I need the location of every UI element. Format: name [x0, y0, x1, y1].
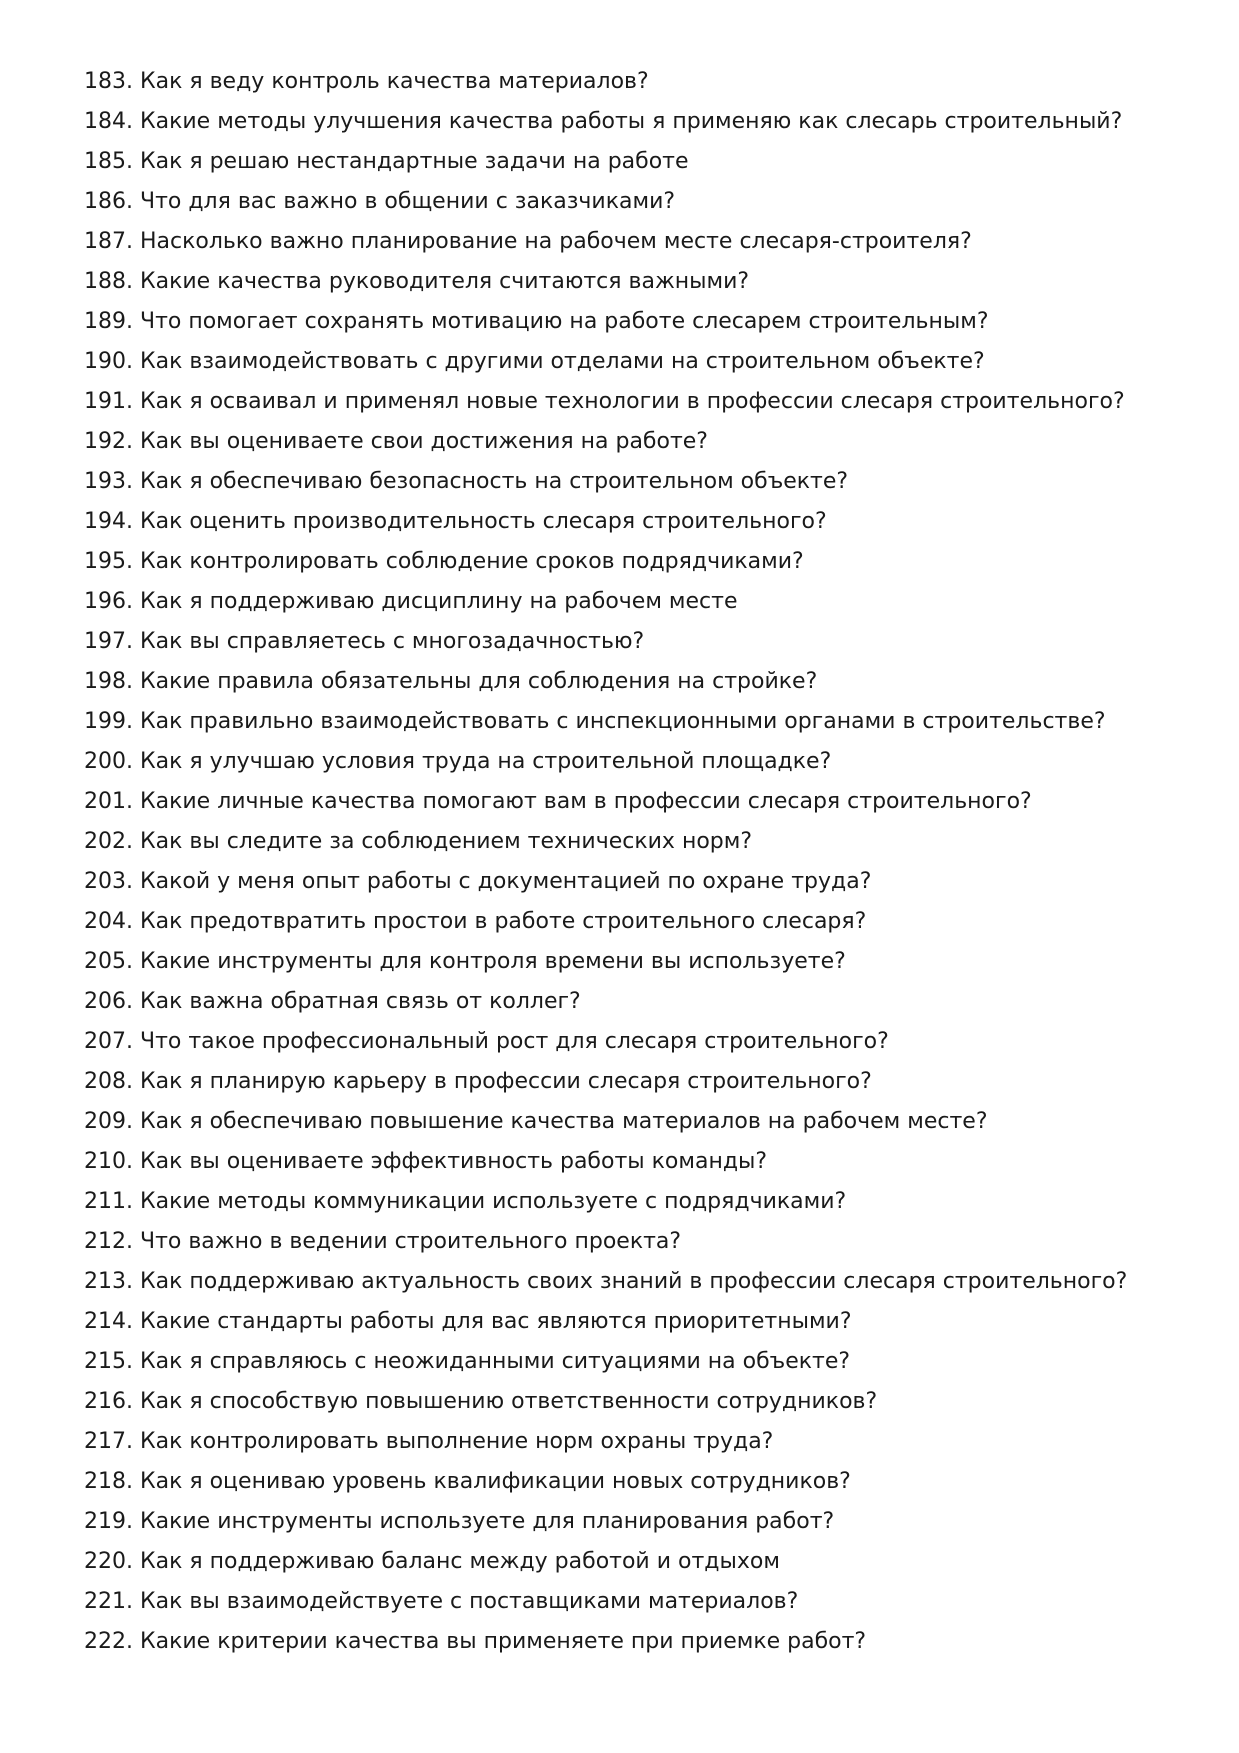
- question-number: 215.: [84, 1349, 133, 1374]
- question-text: Насколько важно планирование на рабочем месте слесаря-строителя?: [139, 229, 972, 254]
- question-number: 188.: [84, 269, 133, 294]
- question-text: Как я поддерживаю баланс между работой и отдыхом: [139, 1549, 780, 1574]
- question-item: [84, 1622, 1127, 1662]
- question-item: [84, 902, 1127, 942]
- question-text: Какие инструменты для контроля времени вы используете?: [139, 949, 846, 974]
- question-number: 187.: [84, 229, 133, 254]
- question-number: 211.: [84, 1189, 133, 1214]
- question-text: Как я решаю нестандартные задачи на работе: [139, 149, 689, 174]
- question-item: [84, 1142, 1127, 1182]
- question-text: Какие критерии качества вы применяете при приемке работ?: [139, 1629, 867, 1654]
- question-text: Как я улучшаю условия труда на строительной площадке?: [139, 749, 832, 774]
- question-number: 203.: [84, 869, 133, 894]
- question-item: [84, 582, 1127, 622]
- question-item: [84, 942, 1127, 982]
- question-item: [84, 502, 1127, 542]
- question-text: Как вы оцениваете свои достижения на работе?: [139, 429, 708, 454]
- question-number: 183.: [84, 69, 133, 94]
- question-item: [84, 262, 1127, 302]
- question-number: 206.: [84, 989, 133, 1014]
- question-number: 208.: [84, 1069, 133, 1094]
- question-number: 195.: [84, 549, 133, 574]
- question-item: [84, 1182, 1127, 1222]
- question-item: [84, 742, 1127, 782]
- question-text: Как вы оцениваете эффективность работы команды?: [139, 1149, 768, 1174]
- question-text: Как я осваивал и применял новые технологии в профессии слесаря строительного?: [139, 389, 1125, 414]
- question-item: [84, 1462, 1127, 1502]
- question-number: 189.: [84, 309, 133, 334]
- question-text: Как предотвратить простои в работе строительного слесаря?: [139, 909, 867, 934]
- question-text: Какие качества руководителя считаются важными?: [139, 269, 750, 294]
- question-number: 186.: [84, 189, 133, 214]
- question-item: [84, 1022, 1127, 1062]
- question-number: 214.: [84, 1309, 133, 1334]
- question-number: 205.: [84, 949, 133, 974]
- question-text: Как контролировать выполнение норм охраны труда?: [139, 1429, 774, 1454]
- question-number: 196.: [84, 589, 133, 614]
- question-item: [84, 102, 1127, 142]
- question-text: Как поддерживаю актуальность своих знаний в профессии слесаря строительного?: [139, 1269, 1128, 1294]
- question-item: [84, 222, 1127, 262]
- question-item: [84, 782, 1127, 822]
- question-number: 198.: [84, 669, 133, 694]
- question-number: 192.: [84, 429, 133, 454]
- question-text: Какие инструменты используете для планирования работ?: [139, 1509, 835, 1534]
- question-text: Как важна обратная связь от коллег?: [139, 989, 581, 1014]
- question-number: 216.: [84, 1389, 133, 1414]
- question-text: Как я оцениваю уровень квалификации новых сотрудников?: [139, 1469, 851, 1494]
- question-item: [84, 542, 1127, 582]
- question-text: Как вы следите за соблюдением технических норм?: [139, 829, 753, 854]
- question-item: [84, 422, 1127, 462]
- question-number: 218.: [84, 1469, 133, 1494]
- question-number: 207.: [84, 1029, 133, 1054]
- question-item: [84, 822, 1127, 862]
- question-number: 184.: [84, 109, 133, 134]
- question-text: Как я обеспечиваю повышение качества материалов на рабочем месте?: [139, 1109, 988, 1134]
- question-item: [84, 342, 1127, 382]
- question-item: [84, 182, 1127, 222]
- question-item: [84, 1422, 1127, 1462]
- question-text: Что важно в ведении строительного проекта?: [139, 1229, 682, 1254]
- question-number: 219.: [84, 1509, 133, 1534]
- question-text: Что такое профессиональный рост для слесаря строительного?: [139, 1029, 889, 1054]
- question-number: 210.: [84, 1149, 133, 1174]
- question-number: 194.: [84, 509, 133, 534]
- question-item: [84, 862, 1127, 902]
- question-number: 222.: [84, 1629, 133, 1654]
- question-number: 197.: [84, 629, 133, 654]
- question-text: Какие личные качества помогают вам в профессии слесаря строительного?: [139, 789, 1032, 814]
- question-number: 185.: [84, 149, 133, 174]
- question-text: Как правильно взаимодействовать с инспекционными органами в строительстве?: [139, 709, 1106, 734]
- question-item: [84, 62, 1127, 102]
- question-number: 201.: [84, 789, 133, 814]
- question-item: [84, 1302, 1127, 1342]
- question-text: Как взаимодействовать с другими отделами на строительном объекте?: [139, 349, 985, 374]
- question-text: Какие правила обязательны для соблюдения на стройке?: [139, 669, 818, 694]
- question-item: [84, 1222, 1127, 1262]
- question-text: Как оценить производительность слесаря строительного?: [139, 509, 827, 534]
- question-item: [84, 622, 1127, 662]
- question-text: Как я обеспечиваю безопасность на строительном объекте?: [139, 469, 849, 494]
- question-number: 204.: [84, 909, 133, 934]
- question-number: 217.: [84, 1429, 133, 1454]
- question-text: Как вы справляетесь с многозадачностью?: [139, 629, 645, 654]
- question-text: Что для вас важно в общении с заказчиками?: [139, 189, 676, 214]
- question-number: 193.: [84, 469, 133, 494]
- question-item: [84, 662, 1127, 702]
- question-item: [84, 1542, 1127, 1582]
- question-number: 220.: [84, 1549, 133, 1574]
- question-text: Как контролировать соблюдение сроков подрядчиками?: [139, 549, 804, 574]
- question-number: 221.: [84, 1589, 133, 1614]
- question-item: [84, 302, 1127, 342]
- question-text: Как вы взаимодействуете с поставщиками материалов?: [139, 1589, 799, 1614]
- question-number: 200.: [84, 749, 133, 774]
- question-text: Как я справляюсь с неожиданными ситуациями на объекте?: [139, 1349, 851, 1374]
- question-text: Как я планирую карьеру в профессии слесаря строительного?: [139, 1069, 872, 1094]
- question-item: [84, 382, 1127, 422]
- question-number: 212.: [84, 1229, 133, 1254]
- question-item: [84, 1262, 1127, 1302]
- question-text: Как я способствую повышению ответственности сотрудников?: [139, 1389, 878, 1414]
- question-text: Какие стандарты работы для вас являются приоритетными?: [139, 1309, 852, 1334]
- question-number: 202.: [84, 829, 133, 854]
- question-item: [84, 462, 1127, 502]
- question-text: Как я веду контроль качества материалов?: [139, 69, 649, 94]
- question-text: Что помогает сохранять мотивацию на работе слесарем строительным?: [139, 309, 989, 334]
- question-number: 199.: [84, 709, 133, 734]
- question-number: 209.: [84, 1109, 133, 1134]
- question-item: [84, 702, 1127, 742]
- question-item: [84, 142, 1127, 182]
- question-text: Как я поддерживаю дисциплину на рабочем месте: [139, 589, 738, 614]
- question-item: [84, 1502, 1127, 1542]
- question-text: Какие методы улучшения качества работы я применяю как слесарь строительный?: [139, 109, 1123, 134]
- question-item: [84, 1102, 1127, 1142]
- question-number: 190.: [84, 349, 133, 374]
- question-item: [84, 1582, 1127, 1622]
- question-item: [84, 1342, 1127, 1382]
- question-number: 191.: [84, 389, 133, 414]
- question-item: [84, 1062, 1127, 1102]
- question-item: [84, 982, 1127, 1022]
- question-number: 213.: [84, 1269, 133, 1294]
- question-text: Какой у меня опыт работы с документацией по охране труда?: [139, 869, 872, 894]
- question-list: [84, 62, 1127, 1662]
- question-text: Какие методы коммуникации используете с подрядчиками?: [139, 1189, 847, 1214]
- question-item: [84, 1382, 1127, 1422]
